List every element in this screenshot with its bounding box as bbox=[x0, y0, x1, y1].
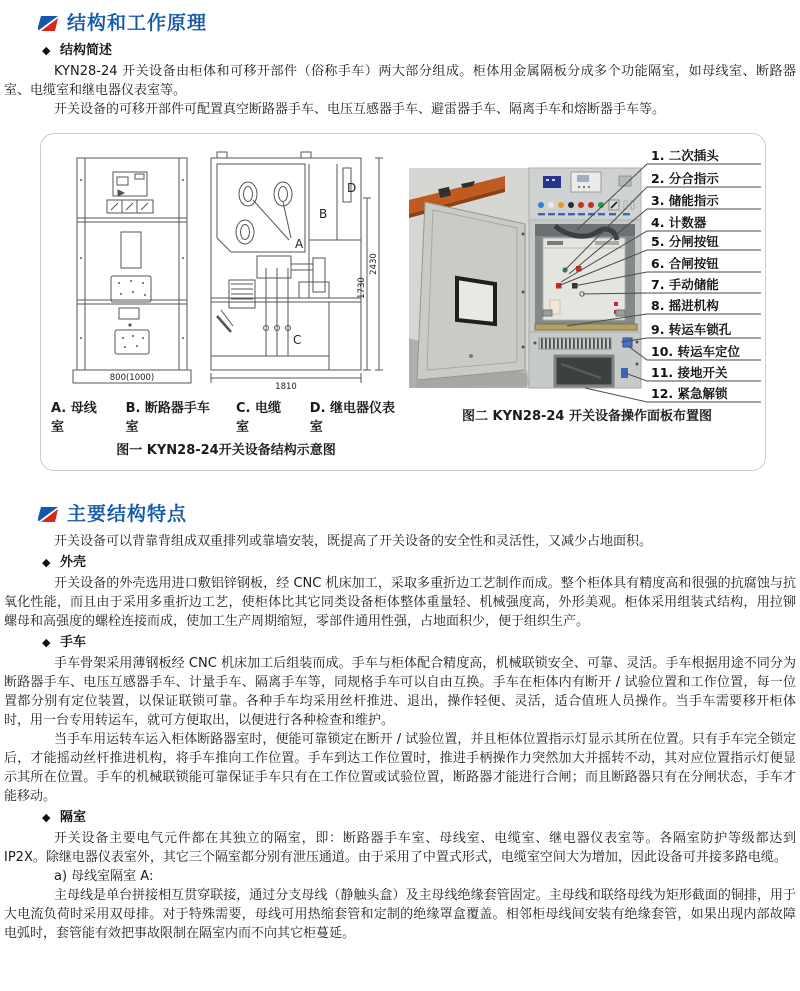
side-cabinet-outline bbox=[211, 158, 361, 370]
fig1-caption: 图一 KYN28-24开关设备结构示意图 bbox=[116, 443, 336, 458]
paragraph-intro: 开关设备可以背靠背组成双重排列或靠墙安装，既提高了开关设备的安全性和灵活性，又减少占地面积。 bbox=[54, 534, 653, 549]
section2-header bbox=[38, 505, 800, 524]
dim-height-inner: 1730 bbox=[357, 277, 367, 299]
callout-label-2: 2. 分合指示 bbox=[651, 171, 719, 186]
figure2-block bbox=[409, 142, 765, 426]
callout-label-12: 12. 紧急解锁 bbox=[651, 386, 728, 401]
legend-item-c: C. 电缆室 bbox=[235, 401, 281, 435]
fig2-caption: 图二 KYN28-24 开关设备操作面板布置图 bbox=[462, 409, 712, 424]
callout-label-9: 9. 转运车锁孔 bbox=[651, 322, 732, 337]
fig1-drawing bbox=[61, 148, 391, 393]
top-display-unit bbox=[543, 176, 561, 188]
legend-item-a: A. 母线室 bbox=[51, 401, 97, 435]
paragraph-compartment: 开关设备主要电气元件都在其独立的隔室，即：断路器手车室、母线室、电缆室、继电器仪表室等。各隔室防护等级都达到 IP2X。除继电器仪表室外，其它三个隔室都分别有泄压通道。由于采用了中置式形式，电缆室空间大为增加，因此设备可并接多路电缆。 bbox=[4, 831, 796, 865]
figure-panel bbox=[40, 133, 766, 471]
callout-label-10: 10. 转运车定位 bbox=[651, 344, 740, 359]
dim-side-width: 1810 bbox=[275, 382, 297, 392]
blue-red-flag-icon bbox=[38, 16, 58, 31]
heading-handcart bbox=[42, 633, 800, 652]
callout-label-7: 7. 手动储能 bbox=[651, 277, 719, 292]
earthing-switch-port bbox=[621, 368, 628, 378]
diamond-bullet-icon: ◆ bbox=[42, 556, 51, 569]
callout-label-3: 3. 储能指示 bbox=[651, 193, 719, 208]
diamond-bullet-icon: ◆ bbox=[42, 44, 51, 57]
fig1-legend bbox=[51, 399, 401, 437]
callout-label-8: 8. 摇进机构 bbox=[651, 298, 719, 313]
door-window bbox=[457, 278, 495, 324]
legend-item-b: B. 断路器手车室 bbox=[125, 401, 210, 435]
zone-label-b: B bbox=[319, 207, 328, 221]
paragraph-busbar: 主母线是单台拼接相互贯穿联接，通过分支母线（静触头盒）及主母线绝缘套管固定。主母线和联络母线为矩形截面的铜排，用于大电流负荷时采用双母排。对于特殊需要，母线可用热缩套管和定制的绝缘罩盒覆盖。相邻柜母线间安装有绝缘套管，如果出现内部故障电弧时，套管能有效把事故限制在隔室内而不向其它柜蔓延。 bbox=[4, 888, 796, 941]
paragraph-handcart-1: 手车骨架采用薄钢板经 CNC 机床加工后组装而成。手车与柜体配合精度高，机械联锁安全、可靠、灵活。手车根据用途不同分为断路器手车、电压互感器手车、计量手车、隔离手车等，同规格手车可以自由互换。手车在柜体内有断开 / 试验位置和工作位置，每一位置都分别有定位装置，以保证联锁可靠。各种手车均采用丝杆推进、退出，操作轻便、灵活，适合值班人员操作。当手车需要移开柜体时，用一台专用转运车，就可方便取出，以便进行各种检查和维护。 bbox=[4, 656, 796, 728]
front-cabinet-outline bbox=[77, 158, 187, 370]
zone-label-c: C bbox=[293, 333, 302, 347]
section1-header bbox=[38, 0, 800, 33]
truck-lock-hole bbox=[623, 338, 632, 347]
blue-red-flag-icon bbox=[38, 507, 58, 522]
callout-label-6: 6. 合闸按钮 bbox=[651, 256, 719, 271]
heading-handcart-label: 手车 bbox=[60, 635, 87, 650]
paragraph-structure-2: 开关设备的可移开部件可配置真空断路器手车、电压互感器手车、避雷器手车、隔离手车和熔断器手车等。 bbox=[54, 102, 666, 117]
fig2-photo bbox=[409, 142, 765, 404]
zone-label-d: D bbox=[347, 181, 357, 195]
callout-labels bbox=[651, 148, 740, 401]
dim-front-width: 800(1000) bbox=[109, 373, 155, 383]
diamond-bullet-icon: ◆ bbox=[42, 636, 51, 649]
heading-compartment-label: 隔室 bbox=[60, 810, 87, 825]
diamond-bullet-icon: ◆ bbox=[42, 811, 51, 824]
heading-shell bbox=[42, 553, 800, 572]
callout-label-1: 1. 二次插头 bbox=[651, 148, 719, 163]
dim-height-outer: 2430 bbox=[369, 253, 379, 275]
zone-label-a: A bbox=[295, 237, 304, 251]
subheading-busbar-a: a) 母线室隔室 A: bbox=[54, 869, 154, 884]
callout-label-11: 11. 接地开关 bbox=[651, 365, 728, 380]
rack-in-rail bbox=[535, 324, 637, 330]
paragraph-handcart-2: 当手车用运转车运入柜体断路器室时，便能可靠锁定在断开 / 试验位置，并且柜体位置指示灯显示其所在位置。只有手车完全锁定后，才能摇动丝杆推进机构，将手车推向工作位置。手车到达工作位置时，推进手柄操作力突然加大并摇转不动，其对应位置指示灯便显示其所在位置。手车的机械联锁能可靠保证手车只有在工作位置或试验位置，断路器才能进行合闸；而且断路器只有在分闸状态，手车才能移动。 bbox=[4, 732, 796, 804]
cable-compartment-front bbox=[529, 332, 641, 388]
heading-structure-brief-label: 结构简述 bbox=[60, 43, 113, 58]
callout-label-4: 4. 计数器 bbox=[651, 215, 707, 230]
open-door bbox=[415, 202, 529, 388]
section2-title: 主要结构特点 bbox=[67, 503, 188, 525]
section1-title: 结构和工作原理 bbox=[67, 12, 208, 34]
legend-item-d: D. 继电器仪表室 bbox=[309, 401, 396, 435]
vent-grille bbox=[539, 338, 611, 349]
figure1-block bbox=[51, 148, 401, 460]
heading-structure-brief bbox=[42, 41, 800, 60]
paragraph-shell: 开关设备的外壳选用进口敷铝锌钢板，经 CNC 机床加工，采取多重折边工艺制作而成。整个柜体具有精度高和很强的抗腐蚀与抗氧化性能，而且由于采用多重折边工艺，使柜体比其它同类设备柜体整体重量轻、机械强度高，外形美观。柜体采用组装式结构，用拉铆螺母和高强度的螺栓连接而成，使加工生产周期缩短，零部件通用性强，占地面积少，便于组织生产。 bbox=[4, 576, 796, 629]
callout-label-5: 5. 分闸按钮 bbox=[651, 234, 719, 249]
heading-shell-label: 外壳 bbox=[60, 555, 87, 570]
heading-compartment bbox=[42, 808, 800, 827]
paragraph-structure-1: KYN28-24 开关设备由柜体和可移开部件（俗称手车）两大部分组成。柜体用金属隔板分成多个功能隔室，如母线室、断路器室、电缆室和继电器仪表室等。 bbox=[4, 64, 796, 98]
